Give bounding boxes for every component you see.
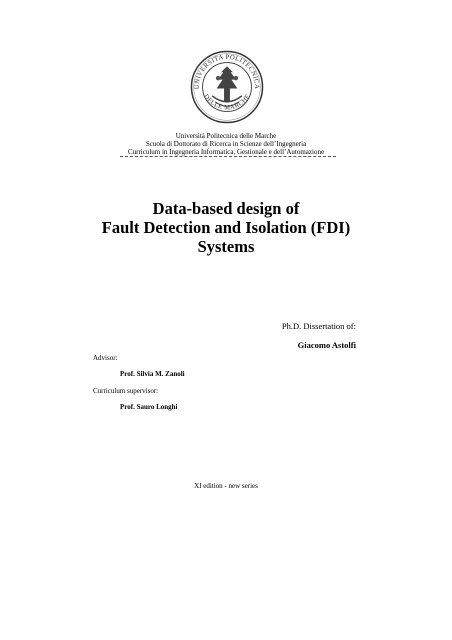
- curriculum-name: Curriculum in Ingegneria Informatica, Gestionale e dell’Automazione: [127, 148, 325, 156]
- divider: [120, 156, 336, 157]
- author-name: Giacomo Astolfi: [297, 340, 356, 350]
- thesis-title-line-3: Systems: [197, 237, 255, 256]
- seal-text-bottom: DELLE MARCHE: [202, 93, 252, 112]
- dissertation-label: Ph.D. Dissertation of:: [281, 321, 356, 331]
- doctoral-school: Scuola di Dottorato di Ricerca in Scienze dell’Ingegneria: [145, 140, 307, 148]
- supervisor-label: Curriculum supervisor:: [93, 387, 159, 395]
- university-name: Università Politecnica delle Marche: [175, 132, 277, 140]
- university-seal-icon: [190, 50, 264, 124]
- thesis-title-line-1: Data-based design of: [152, 199, 300, 218]
- supervisor-name: Prof. Sauro Longhi: [120, 403, 178, 411]
- thesis-title-line-2: Fault Detection and Isolation (FDI): [101, 218, 351, 237]
- seal-text-top: UNIVERSITA POLITECNICA: [193, 53, 261, 90]
- advisor-name: Prof. Silvia M. Zanoli: [120, 370, 185, 378]
- advisor-label: Advisor:: [93, 354, 118, 362]
- edition-text: XI edition - new series: [194, 482, 258, 490]
